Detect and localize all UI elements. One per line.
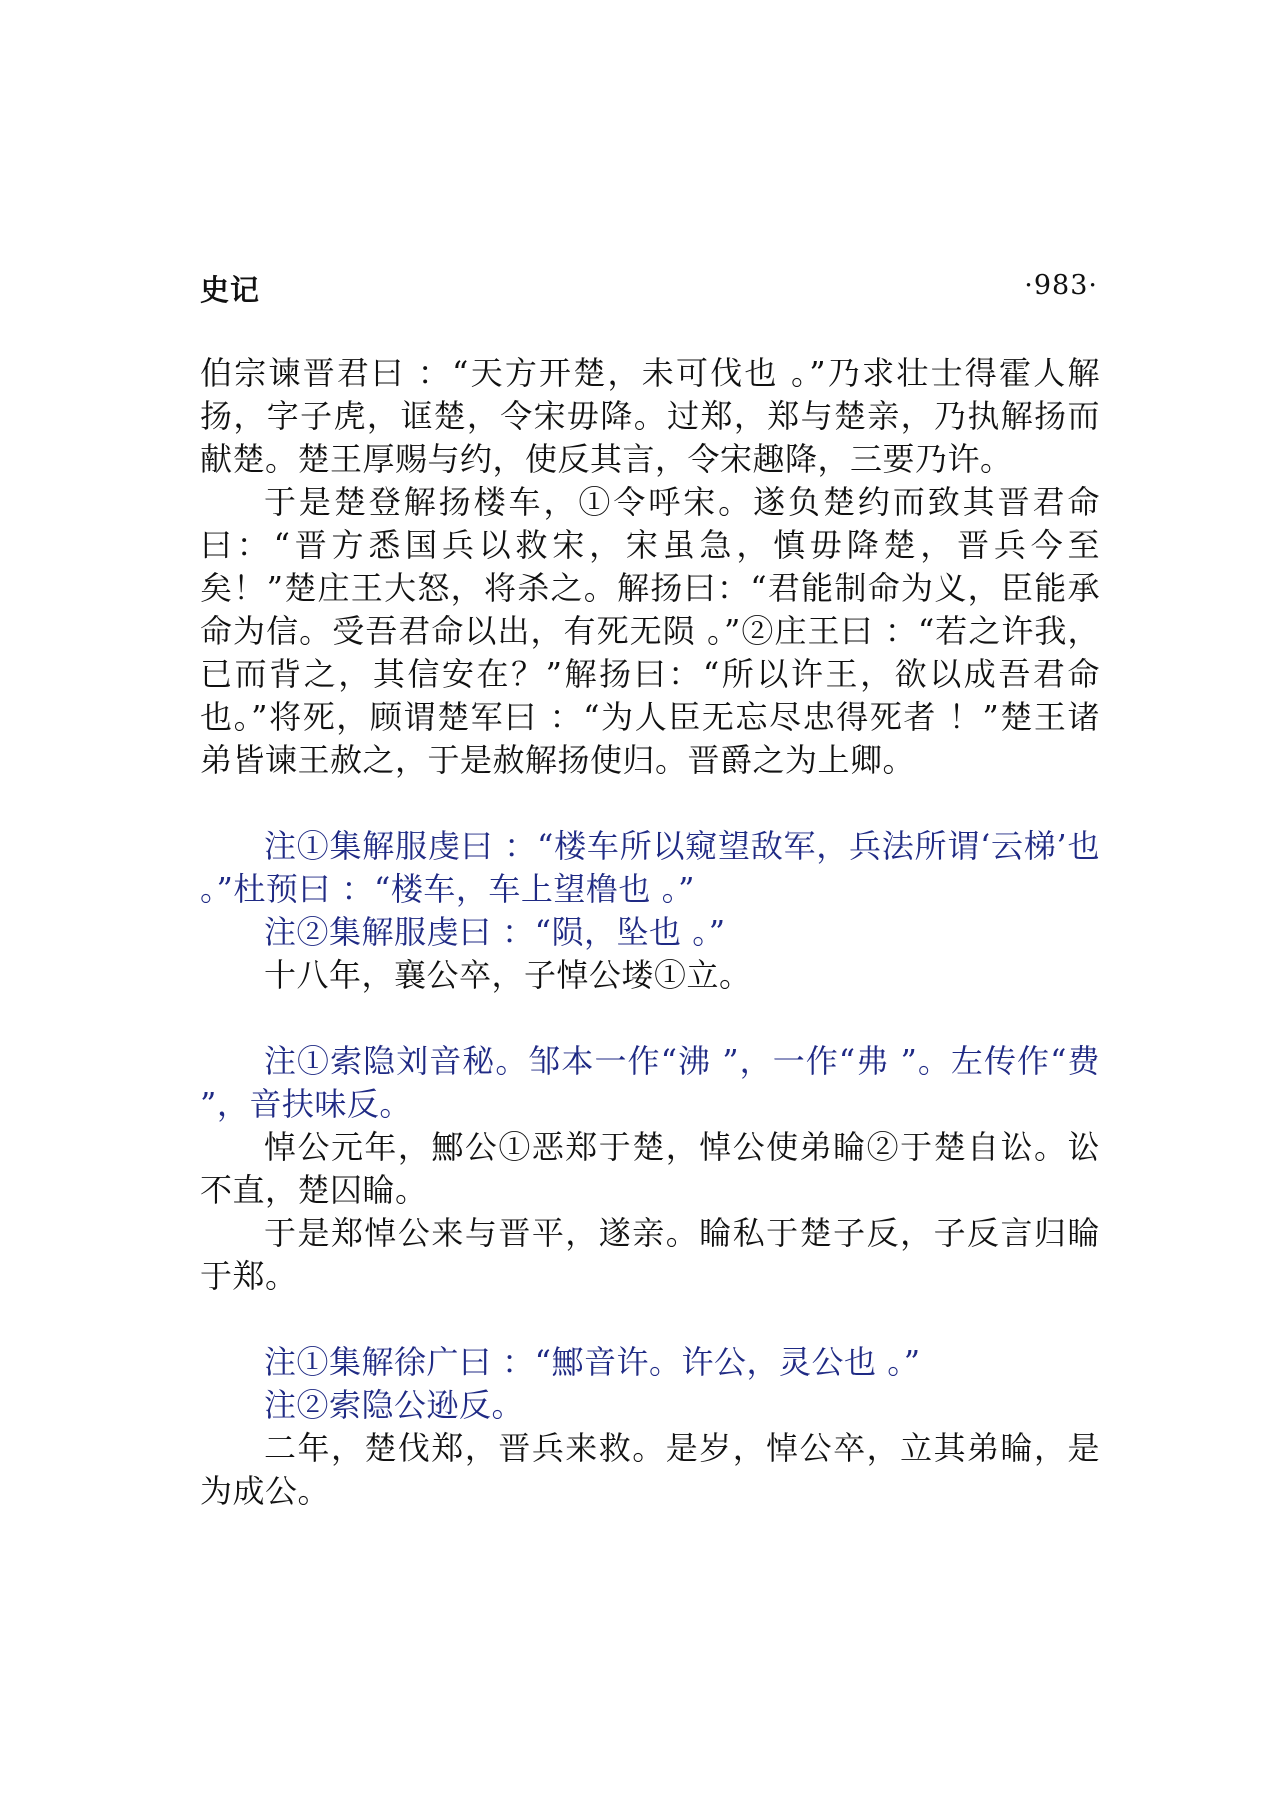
note-xu-guang: 注①集解徐广曰 ：“鄦音许。许公，灵公也 。”: [264, 1343, 921, 1381]
paragraph-eighteenth-year: 十八年，襄公卒，子悼公𪣻①立。: [264, 956, 752, 994]
paragraph-jieyang: 于是楚登解扬楼车，①令呼宋。遂负楚约而致其晋君命曰：“晋方悉国兵以救宋，宋虽急，慎毋降楚，晋兵今至矣！”楚庄王大怒，将杀之。解扬曰：“君能制命为义，臣能承命为信。受吾君命以出，有死无陨 。”②庄王曰 ：“若之许我，已而背之，其信安在？”解扬曰：“所以许王，欲以成吾君命也。”将死，顾谓楚军曰 ：“为人臣无忘尽忠得死者 ！”楚王诸弟皆谏王赦之，于是赦解扬使归。晋爵之为上卿。: [200, 483, 1100, 779]
paragraph-daogong-first-year: 悼公元年，鄦公①恶郑于楚，悼公使弟睔②于楚自讼。讼不直，楚囚睔。: [200, 1128, 1100, 1209]
spacer: [200, 782, 1100, 825]
book-title: 史记: [200, 273, 261, 307]
page-body: [200, 352, 1100, 1513]
note-yun: 注②集解服虔曰 ：“陨，坠也 。”: [264, 913, 726, 951]
paragraph-second-year: 二年，楚伐郑，晋兵来救。是岁，悼公卒，立其弟睔，是为成公。: [200, 1429, 1100, 1510]
page-header: [200, 268, 1098, 308]
note-suoyin-gong: 注②索隐公逊反。: [264, 1386, 525, 1424]
note-suoyin-liu: 注①索隐刘音秘。邹本一作“沸 ”，一作“弗 ”。左传作“费 ”，音扶味反。: [200, 1042, 1100, 1123]
page-number: ·983·: [1024, 270, 1098, 301]
note-louche: 注①集解服虔曰 ：“楼车所以窥望敌军，兵法所谓‘云梯’也 。”杜预曰 ：“楼车，车上望橹也 。”: [200, 827, 1100, 908]
paragraph-zheng-peace: 于是郑悼公来与晋平，遂亲。睔私于楚子反，子反言归睔于郑。: [200, 1214, 1100, 1295]
spacer: [200, 997, 1100, 1040]
spacer: [200, 1298, 1100, 1341]
paragraph-bozong: 伯宗谏晋君曰 ：“天方开楚，未可伐也 。”乃求壮士得霍人解扬，字子虎，诓楚，令宋毋降。过郑，郑与楚亲，乃执解扬而献楚。楚王厚赐与约，使反其言，令宋趣降，三要乃许。: [200, 354, 1100, 478]
